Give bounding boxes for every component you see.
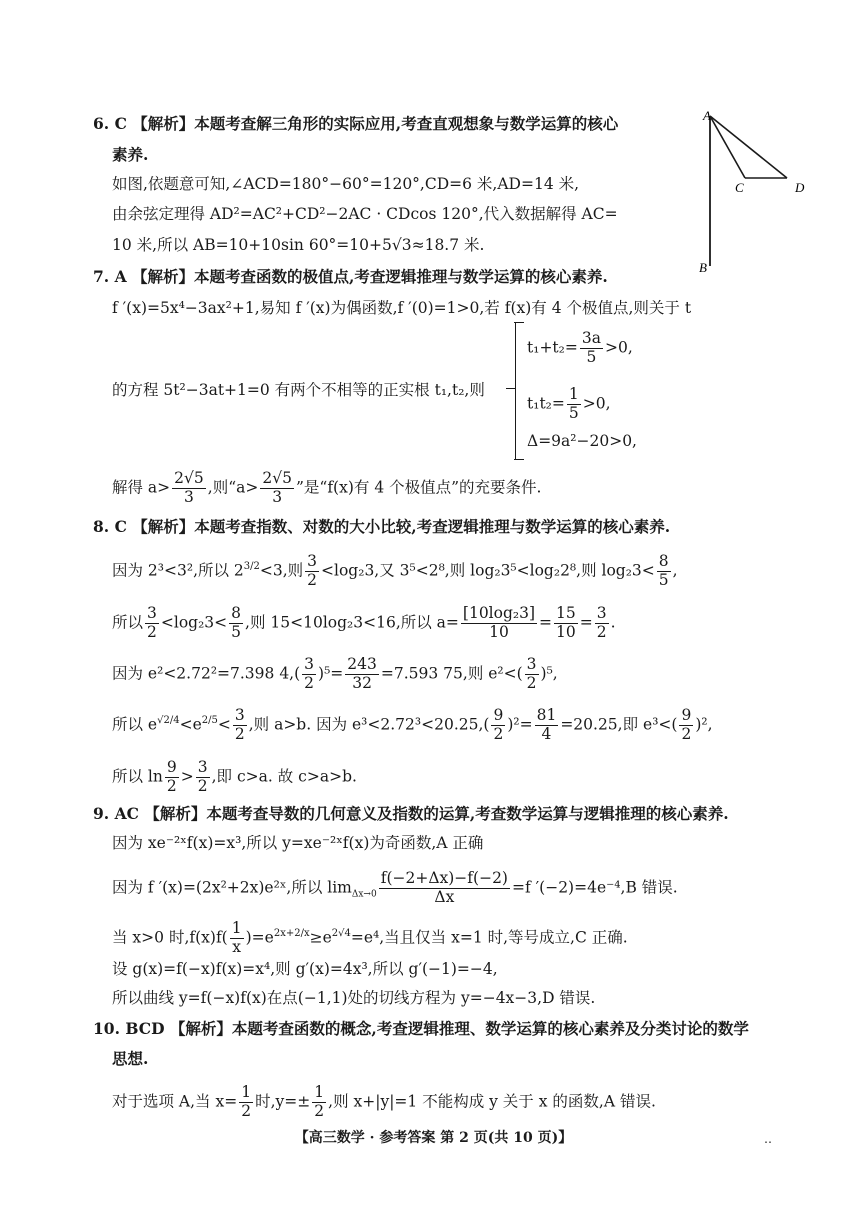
q6-heading: 6. C 【解析】本题考查解三角形的实际应用,考查直观想象与数学运算的核心 [93,114,619,133]
q6-line-2: 由余弦定理得 AD²=AC²+CD²−2AC · CDcos 120°,代入数据解得 AC= [112,205,618,223]
q7-line-1: f ′(x)=5x⁴−3ax²+1,易知 f ′(x)为偶函数,f ′(0)=1>0,若 f(x)有 4 个极值点,则关于 t [112,299,692,317]
fig-label-c: C [735,180,744,195]
q6-heading-cont: 素养. [112,145,149,164]
q8-l5-f1-den: 2 [166,776,177,795]
q9-l2-frac [379,870,510,907]
q8-l3-f2-den: 32 [352,673,372,692]
page-footer: 【高三数学 · 参考答案 第 2 页(共 10 页)】 [294,1130,573,1146]
q8-l3-d: )⁵, [540,664,558,683]
q10-l1-b: 时,y=± [255,1092,311,1111]
q8-l4-f1-num: 3 [234,706,245,724]
q8-l3-frac-3 [525,656,539,693]
q10-l1-frac-1 [239,1084,253,1121]
q8-l1-f1-den: 2 [307,570,318,589]
q9-l3-exp-2: 2√4 [331,928,351,940]
q8-l4-frac-2 [491,707,505,744]
fig-label-b: B [699,260,707,275]
q7-sys2-lhs: t₁t₂= [527,394,565,413]
q8-l3-frac-2 [345,656,379,693]
q8-l1-f1-num: 3 [307,552,318,570]
q8-l2-frac-3 [461,605,537,642]
q8-l4-f1-den: 2 [234,724,245,743]
q8-line-5 [112,759,357,796]
q10-l1-c: ,则 x+|y|=1 不能构成 y 关于 x 的函数,A 错误. [328,1092,656,1111]
q8-l5-c: ,即 c>a. 故 c>a>b. [211,767,357,786]
fig-label-a: A [703,108,711,123]
q8-l4-frac-4 [679,707,693,744]
q8-l3-frac-1 [302,656,316,693]
q9-l2-b: =f ′(−2)=4e⁻⁴,B 错误. [511,878,678,897]
q8-line-2 [112,605,616,642]
q8-l4-g: )², [695,715,713,734]
q8-line-4 [112,707,713,744]
q9-l3-c: ≥e [309,928,332,947]
q8-l3-c: =7.593 75,则 e²<( [380,664,523,683]
q8-line-3 [112,656,558,693]
q8-l5-a: 所以 ln [112,767,163,786]
q9-l2-num: f(−2+Δx)−f(−2) [380,869,508,887]
q8-l2-f4-den: 10 [556,622,576,641]
q8-l2-e: = [579,613,593,632]
q9-l3-den: x [232,937,242,956]
q8-l2-f1-den: 2 [147,622,157,641]
q8-l1-d: , [672,561,678,580]
q10-f2-den: 2 [314,1101,325,1120]
q8-l1-frac-2 [657,553,671,590]
q9-line-5: 所以曲线 y=f(−x)f(x)在点(−1,1)处的切线方程为 y=−4x−3,D 错误. [112,989,596,1007]
q8-l2-frac-4 [554,605,578,642]
q8-l2-f1-num: 3 [147,604,157,622]
q9-l3-a: 当 x>0 时,f(x)f( [112,928,228,947]
q7-frac-2-num: 2√5 [262,469,292,487]
q8-l3-f3-num: 3 [526,655,537,673]
q8-l5-f1-num: 9 [166,758,177,776]
q7-frac-1-num: 2√5 [174,469,204,487]
q8-l3-f1-num: 3 [304,655,315,673]
q8-l1-c: <log₂3,又 3⁵<2⁸,则 log₂3⁵<log₂2⁸,则 log₂3< [321,561,655,580]
q9-l3-num: 1 [231,919,242,937]
q7-sys2-tail: >0, [582,394,611,413]
q7-sys1-num: 3a [581,329,601,347]
q6-triangle-figure [695,108,825,278]
q9-line-3 [112,920,628,957]
q8-l4-exp-2: 2/5 [201,715,218,727]
q10-f1-den: 2 [241,1101,252,1120]
q8-l4-f2-den: 2 [493,724,504,743]
q7-l3-a: 解得 a> [112,478,171,497]
q8-l1-frac-1 [305,553,319,590]
q8-l4-f: =20.25,即 e³<( [560,715,678,734]
q7-sys1-tail: >0, [604,338,633,357]
q8-l2-f4-num: 15 [556,604,576,622]
q8-l2-f2-den: 5 [231,622,242,641]
q10-heading-cont: 思想. [112,1049,149,1068]
q9-lim-sub: Δx→0 [351,889,377,900]
q9-l2-den: Δx [434,887,455,906]
q10-f1-num: 1 [241,1083,252,1101]
q7-l3-c: ”是“f(x)有 4 个极值点”的充要条件. [295,478,542,497]
q8-l5-f2-den: 2 [197,776,208,795]
q8-l5-frac-2 [196,759,210,796]
q8-l2-d: = [539,613,553,632]
q8-l2-f5-num: 3 [596,604,607,622]
q8-l2-c: ,则 15<10log₂3<16,所以 a= [245,613,459,632]
q8-l3-f2-num: 243 [347,655,377,673]
q8-l1-b: <3,则 [259,561,304,580]
q8-l4-f4-num: 9 [681,706,692,724]
q7-sys2-frac [567,386,581,423]
q8-l1-f2-num: 8 [658,552,669,570]
q8-l3-f3-den: 2 [526,673,537,692]
q7-heading: 7. A 【解析】本题考查函数的极值点,考查逻辑推理与数学运算的核心素养. [93,267,608,286]
q8-l3-f1-den: 2 [304,673,315,692]
q6-line-1: 如图,依题意可知,∠ACD=180°−60°=120°,CD=6 米,AD=14 米, [112,175,580,193]
q10-heading: 10. BCD 【解析】本题考查函数的概念,考查逻辑推理、数学运算的核心素养及分类讨论的数学 [93,1019,749,1038]
q7-system-brace-tip [506,388,516,389]
q9-heading: 9. AC 【解析】本题考查导数的几何意义及指数的运算,考查数学运算与逻辑推理的核心素养. [93,804,729,823]
q10-f2-num: 1 [314,1083,325,1101]
q8-l2-f3-den: 10 [489,622,509,641]
q7-frac-1-den: 3 [184,487,194,506]
q7-sys2-den: 5 [568,403,579,422]
q8-l4-a: 所以 e [112,715,158,734]
q7-sys1-den: 5 [586,347,597,366]
q9-line-1: 因为 xe⁻²ˣf(x)=x³,所以 y=xe⁻²ˣf(x)为奇函数,A 正确 [112,834,484,852]
q9-line-4: 设 g(x)=f(−x)f(x)=x⁴,则 g′(x)=4x³,所以 g′(−1)=−4, [112,960,498,978]
q7-l3-b: ,则“a> [207,478,259,497]
q7-system-brace [515,322,516,460]
q8-l5-f2-num: 3 [197,758,208,776]
q8-l2-frac-5 [595,605,609,642]
q8-l3-b: )⁵= [318,664,344,683]
q8-heading: 8. C 【解析】本题考查指数、对数的大小比较,考查逻辑推理与数学运算的核心素养. [93,517,671,536]
q8-l1-exp: 3/2 [243,561,260,573]
q9-l3-d: =e⁴,当且仅当 x=1 时,等号成立,C 正确. [350,928,628,947]
q8-l4-f3-num: 81 [536,706,557,724]
q8-l2-f5-den: 2 [596,622,607,641]
q7-sys1-lhs: t₁+t₂= [527,338,578,357]
q8-l2-a: 所以 [112,613,144,632]
q8-l4-frac-3 [535,707,559,744]
q7-system-row-3: Δ=9a²−20>0, [527,432,637,450]
q8-line-1 [112,553,678,590]
q7-line-2: 的方程 5t²−3at+1=0 有两个不相等的正实根 t₁,t₂,则 [112,381,485,399]
q9-l2-a: 因为 f ′(x)=(2x²+2x)e²ˣ,所以 lim [112,878,352,897]
q7-frac-1 [172,470,206,507]
q9-l3-b: )=e [245,928,274,947]
q8-l1-a: 因为 2³<3²,所以 2 [112,561,244,580]
q8-l4-exp-1: √2/4 [157,715,180,727]
q7-system-row-2 [527,386,611,423]
fig-label-d: D [795,180,805,195]
q9-l3-exp: 2x+2/x [273,928,310,940]
q7-sys2-num: 1 [568,385,579,403]
q7-sys1-frac [580,330,603,367]
q8-l4-f3-den: 4 [541,724,552,743]
q8-l2-f2-num: 8 [231,604,242,622]
q8-l3-a: 因为 e²<2.72²=7.398 4,( [112,664,301,683]
q8-l5-b: > [180,767,194,786]
q8-l4-b: <e [179,715,202,734]
q9-l3-frac [230,920,244,957]
q8-l4-f4-den: 2 [681,724,692,743]
q8-l2-f3-num: [10log₂3] [462,604,536,622]
q10-l1-frac-2 [312,1084,326,1121]
q8-l5-frac-1 [165,759,179,796]
q8-l2-frac-1 [145,605,159,642]
q6-line-3: 10 米,所以 AB=10+10sin 60°=10+5√3≈18.7 米. [112,236,485,254]
q7-line-3 [112,470,541,507]
q8-l1-f2-den: 5 [658,570,669,589]
q7-frac-2-den: 3 [272,487,283,506]
q8-l4-e: )²= [507,715,533,734]
q8-l4-f2-num: 9 [493,706,504,724]
q10-line-1 [112,1084,656,1121]
q8-l4-c: < [217,715,231,734]
q7-frac-2 [260,470,294,507]
q7-system-row-1 [527,330,633,367]
q9-line-2 [112,870,678,907]
q10-l1-a: 对于选项 A,当 x= [112,1092,238,1111]
q8-l4-frac-1 [233,707,247,744]
q8-l2-frac-2 [229,605,243,642]
corner-mark: ‥ [764,1132,773,1146]
q8-l2-f: . [610,613,616,632]
q8-l2-b: <log₂3< [160,613,228,632]
q8-l4-d: ,则 a>b. 因为 e³<2.72³<20.25,( [248,715,490,734]
